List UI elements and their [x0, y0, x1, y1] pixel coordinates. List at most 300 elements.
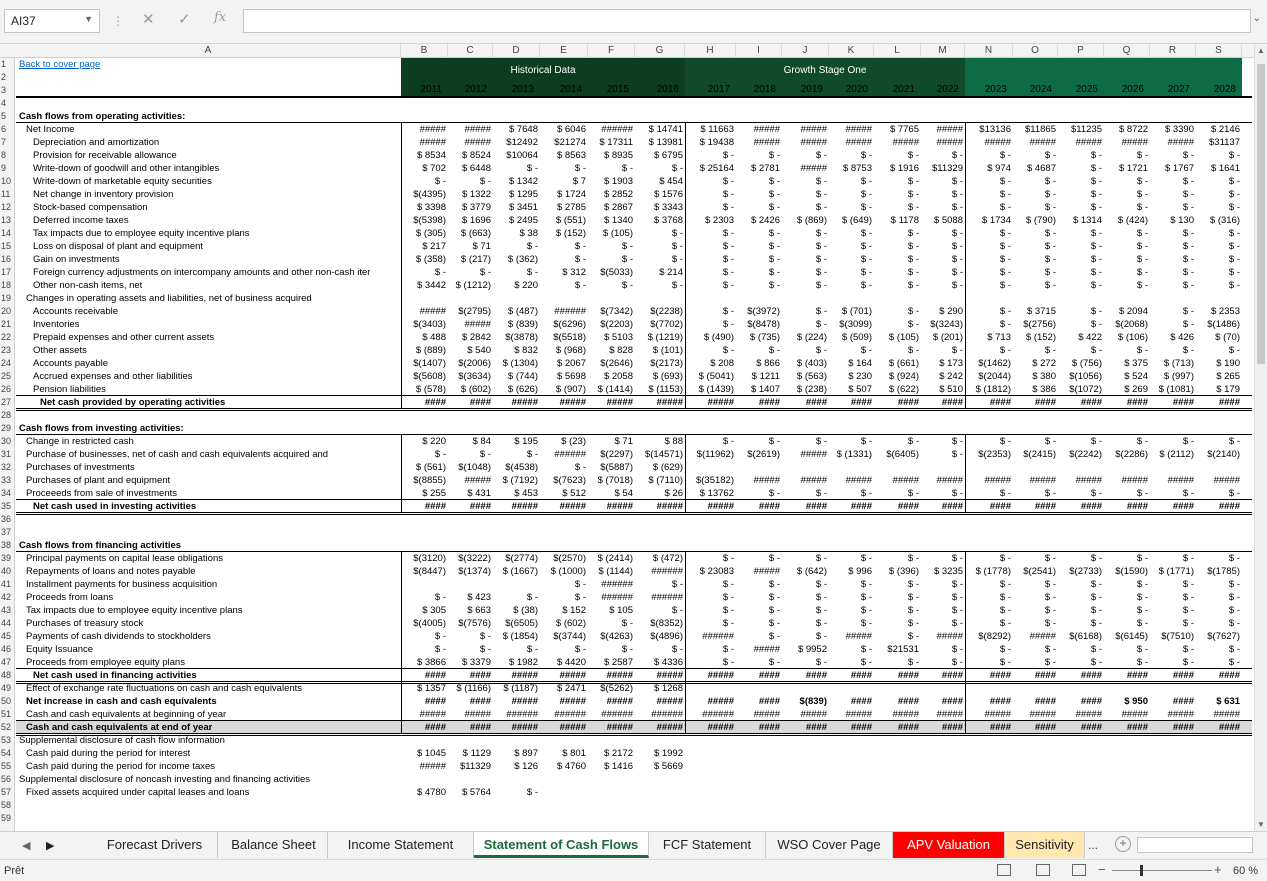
value-cell[interactable]: $ -	[907, 254, 919, 265]
value-cell[interactable]: $ -	[574, 644, 586, 655]
value-cell[interactable]: $ (101)	[652, 345, 683, 356]
value-cell[interactable]: $ -	[1090, 592, 1102, 603]
row-label[interactable]: Cash and cash equivalents at beginning of year	[26, 709, 227, 720]
scroll-thumb[interactable]	[1257, 64, 1265, 364]
value-cell[interactable]: #####	[464, 319, 491, 330]
value-cell[interactable]: $ -	[860, 488, 872, 499]
value-cell[interactable]: $ -	[860, 280, 872, 291]
column-header[interactable]: H	[685, 44, 736, 58]
value-cell[interactable]: $ -	[1182, 345, 1194, 356]
sheet-tab[interactable]: Sensitivity	[1005, 832, 1085, 858]
value-cell[interactable]: #####	[656, 670, 683, 681]
value-cell[interactable]: $ -	[434, 631, 446, 642]
value-cell[interactable]: $ -	[1136, 254, 1148, 265]
value-cell[interactable]: $ -	[1044, 488, 1056, 499]
value-cell[interactable]: $ -	[722, 280, 734, 291]
value-cell[interactable]: $ -	[768, 631, 780, 642]
value-cell[interactable]: $ 71	[472, 241, 491, 252]
value-cell[interactable]: $ -	[1182, 280, 1194, 291]
value-cell[interactable]: #####	[845, 124, 872, 135]
value-cell[interactable]: $ -	[1090, 176, 1102, 187]
value-cell[interactable]: $ 3768	[653, 215, 683, 226]
back-to-cover-link[interactable]: Back to cover page	[19, 59, 101, 70]
value-cell[interactable]: $ 105	[609, 605, 633, 616]
value-cell[interactable]: $ -	[722, 345, 734, 356]
value-cell[interactable]: #####	[1121, 137, 1148, 148]
value-cell[interactable]: $ -	[815, 618, 827, 629]
value-cell[interactable]: $ -	[1182, 605, 1194, 616]
value-cell[interactable]: $ -	[526, 449, 538, 460]
value-cell[interactable]: $ 173	[939, 358, 963, 369]
value-cell[interactable]: $ 828	[609, 345, 633, 356]
value-cell[interactable]: $ (106)	[1117, 332, 1148, 343]
value-cell[interactable]: $ 3390	[1164, 124, 1194, 135]
value-cell[interactable]: $(2795)	[458, 306, 491, 317]
value-cell[interactable]: ######	[651, 709, 683, 720]
row-label[interactable]: Tax impacts due to employee equity incentive plans	[33, 228, 250, 239]
value-cell[interactable]: $ 2471	[556, 683, 586, 694]
value-cell[interactable]: $(2353)	[978, 449, 1011, 460]
zoom-in-icon[interactable]: +	[1214, 862, 1222, 877]
value-cell[interactable]: ####	[989, 670, 1011, 681]
value-cell[interactable]: $ 1129	[462, 748, 491, 759]
row-label[interactable]: Accounts payable	[33, 358, 108, 369]
value-cell[interactable]: $(3744)	[553, 631, 586, 642]
value-cell[interactable]: $ -	[951, 605, 963, 616]
value-cell[interactable]: $ -	[1090, 163, 1102, 174]
column-header[interactable]: J	[782, 44, 829, 58]
value-cell[interactable]: $ -	[479, 631, 491, 642]
value-cell[interactable]: $ -	[999, 280, 1011, 291]
value-cell[interactable]: $ 866	[756, 358, 780, 369]
value-cell[interactable]: ######	[651, 566, 683, 577]
value-cell[interactable]: $ 663	[467, 605, 491, 616]
value-cell[interactable]: $ -	[815, 150, 827, 161]
value-cell[interactable]: ####	[941, 501, 963, 512]
value-cell[interactable]: $ -	[951, 267, 963, 278]
value-cell[interactable]: $ -	[860, 254, 872, 265]
value-cell[interactable]: $ 3379	[461, 657, 491, 668]
row-header[interactable]: 23	[1, 345, 12, 355]
value-cell[interactable]: $ 1314	[1072, 215, 1102, 226]
row-header[interactable]: 8	[1, 150, 7, 160]
column-header[interactable]: O	[1013, 44, 1058, 58]
value-cell[interactable]: $ 510	[939, 384, 963, 395]
value-cell[interactable]: #####	[559, 722, 586, 733]
value-cell[interactable]: #####	[845, 631, 872, 642]
value-cell[interactable]: $ 179	[1216, 384, 1240, 395]
value-cell[interactable]: $ -	[1228, 280, 1240, 291]
value-cell[interactable]: $ -	[1182, 202, 1194, 213]
value-cell[interactable]: $ 8722	[1118, 124, 1148, 135]
value-cell[interactable]: $ -	[574, 280, 586, 291]
value-cell[interactable]: $ (713)	[1163, 358, 1194, 369]
value-cell[interactable]: $ -	[1136, 579, 1148, 590]
value-cell[interactable]: #####	[1167, 709, 1194, 720]
scroll-down-icon[interactable]: ▼	[1257, 820, 1265, 829]
value-cell[interactable]: $ 2172	[603, 748, 633, 759]
value-cell[interactable]: $ -	[526, 644, 538, 655]
value-cell[interactable]: ####	[1126, 722, 1148, 733]
value-cell[interactable]: $ -	[1044, 267, 1056, 278]
row-label[interactable]: Foreign currency adjustments on intercompany amounts and other non-cash iter	[33, 267, 371, 278]
value-cell[interactable]: ####	[758, 722, 780, 733]
value-cell[interactable]: $ -	[815, 306, 827, 317]
value-cell[interactable]: $ -	[722, 176, 734, 187]
value-cell[interactable]: $(2173)	[650, 358, 683, 369]
value-cell[interactable]: $ -	[815, 280, 827, 291]
value-cell[interactable]: ####	[758, 501, 780, 512]
value-cell[interactable]: $ 702	[422, 163, 446, 174]
column-header[interactable]: F	[588, 44, 635, 58]
value-cell[interactable]: $ -	[479, 449, 491, 460]
row-label[interactable]: Principal payments on capital lease obligations	[26, 553, 223, 564]
value-cell[interactable]: $(2297)	[600, 449, 633, 460]
column-header[interactable]: P	[1058, 44, 1104, 58]
value-cell[interactable]: $ -	[951, 657, 963, 668]
value-cell[interactable]: ####	[424, 397, 446, 408]
value-cell[interactable]: $ 3866	[416, 657, 446, 668]
value-cell[interactable]: ####	[850, 501, 872, 512]
value-cell[interactable]: ######	[554, 709, 586, 720]
value-cell[interactable]: $11329	[932, 163, 963, 174]
value-cell[interactable]: $ -	[951, 553, 963, 564]
value-cell[interactable]: $ -	[1136, 189, 1148, 200]
value-cell[interactable]: $ 38	[519, 228, 538, 239]
value-cell[interactable]: $ -	[1182, 436, 1194, 447]
row-label[interactable]: Changes in operating assets and liabilities, net of business acquired	[26, 293, 312, 304]
value-cell[interactable]: $ 54	[614, 488, 633, 499]
row-header[interactable]: 6	[1, 124, 7, 134]
row-header[interactable]: 36	[1, 514, 12, 524]
value-cell[interactable]: $ -	[951, 189, 963, 200]
value-cell[interactable]: $ -	[815, 631, 827, 642]
value-cell[interactable]: $ -	[860, 267, 872, 278]
value-cell[interactable]: ######	[601, 592, 633, 603]
value-cell[interactable]: $ -	[1136, 228, 1148, 239]
value-cell[interactable]: $(2756)	[1023, 319, 1056, 330]
value-cell[interactable]: $ -	[999, 605, 1011, 616]
value-cell[interactable]: $ 265	[1216, 371, 1240, 382]
value-cell[interactable]: $ 631	[1216, 696, 1240, 707]
value-cell[interactable]: $ -	[479, 644, 491, 655]
value-cell[interactable]: #####	[559, 397, 586, 408]
value-cell[interactable]: ####	[1172, 722, 1194, 733]
value-cell[interactable]: $ 217	[422, 241, 446, 252]
value-cell[interactable]: $ -	[999, 657, 1011, 668]
row-header[interactable]: 47	[1, 657, 12, 667]
value-cell[interactable]: ####	[850, 397, 872, 408]
value-cell[interactable]: $ (509)	[841, 332, 872, 343]
value-cell[interactable]: #####	[936, 475, 963, 486]
value-cell[interactable]: $ -	[768, 228, 780, 239]
value-cell[interactable]: #####	[984, 709, 1011, 720]
value-cell[interactable]: ####	[1080, 501, 1102, 512]
value-cell[interactable]: $(11962)	[696, 449, 734, 460]
value-cell[interactable]: $ -	[860, 436, 872, 447]
row-label[interactable]: Deferred income taxes	[33, 215, 129, 226]
enter-icon[interactable]: ✓	[178, 11, 191, 28]
value-cell[interactable]: $ 1903	[603, 176, 633, 187]
value-cell[interactable]: ####	[758, 397, 780, 408]
value-cell[interactable]: $(5518)	[553, 332, 586, 343]
value-cell[interactable]: $ -	[768, 605, 780, 616]
value-cell[interactable]: $ -	[1228, 605, 1240, 616]
row-label[interactable]: Cash and cash equivalents at end of year	[26, 722, 213, 733]
row-label[interactable]: Proceeds from loans	[26, 592, 114, 603]
value-cell[interactable]: $ -	[999, 618, 1011, 629]
value-cell[interactable]: $21274	[554, 137, 586, 148]
value-cell[interactable]: $(2203)	[600, 319, 633, 330]
value-cell[interactable]: $ (238)	[796, 384, 827, 395]
value-cell[interactable]: $ 386	[1032, 384, 1056, 395]
value-cell[interactable]: #####	[511, 722, 538, 733]
value-cell[interactable]: $ 19438	[699, 137, 734, 148]
value-cell[interactable]: $ 5669	[653, 761, 683, 772]
value-cell[interactable]: $(1486)	[1207, 319, 1240, 330]
chevron-down-icon[interactable]: ▼	[84, 14, 93, 24]
value-cell[interactable]: $ (70)	[1215, 332, 1240, 343]
value-cell[interactable]: $ 996	[848, 566, 872, 577]
value-cell[interactable]: #####	[511, 670, 538, 681]
value-cell[interactable]: $ -	[574, 254, 586, 265]
value-cell[interactable]: $ (701)	[841, 306, 872, 317]
sheet-tab[interactable]: Income Statement	[328, 832, 474, 858]
value-cell[interactable]: $11865	[1025, 124, 1056, 135]
value-cell[interactable]: $(14571)	[644, 449, 683, 460]
value-cell[interactable]: #####	[511, 696, 538, 707]
value-cell[interactable]: $ 8534	[416, 150, 446, 161]
value-cell[interactable]: $ -	[907, 618, 919, 629]
value-cell[interactable]: ####	[469, 722, 491, 733]
value-cell[interactable]: ####	[897, 670, 919, 681]
value-cell[interactable]: $ (472)	[652, 553, 683, 564]
value-cell[interactable]: $ (661)	[888, 358, 919, 369]
value-cell[interactable]: $ -	[815, 553, 827, 564]
value-cell[interactable]: $(2044)	[978, 371, 1011, 382]
value-cell[interactable]: $ -	[574, 163, 586, 174]
value-cell[interactable]: $ (924)	[888, 371, 919, 382]
value-cell[interactable]: $(6145)	[1115, 631, 1148, 642]
value-cell[interactable]: ####	[897, 696, 919, 707]
value-cell[interactable]: $(4896)	[650, 631, 683, 642]
value-cell[interactable]: $ -	[1228, 436, 1240, 447]
column-header[interactable]: N	[965, 44, 1013, 58]
value-cell[interactable]: $ -	[1044, 436, 1056, 447]
value-cell[interactable]: $ -	[671, 280, 683, 291]
cancel-icon[interactable]: ✕	[142, 11, 155, 28]
value-cell[interactable]: $ (403)	[796, 358, 827, 369]
value-cell[interactable]: $ -	[671, 254, 683, 265]
value-cell[interactable]: $ -	[621, 644, 633, 655]
value-cell[interactable]: $ -	[768, 436, 780, 447]
value-cell[interactable]: $ -	[860, 618, 872, 629]
value-cell[interactable]: #####	[753, 475, 780, 486]
value-cell[interactable]: #####	[936, 631, 963, 642]
value-cell[interactable]: $(8292)	[978, 631, 1011, 642]
value-cell[interactable]: $ -	[621, 241, 633, 252]
value-cell[interactable]: $ -	[1182, 176, 1194, 187]
value-cell[interactable]: #####	[606, 696, 633, 707]
value-cell[interactable]: $(2006)	[458, 358, 491, 369]
value-cell[interactable]: $(5887)	[600, 462, 633, 473]
value-cell[interactable]: $ -	[722, 605, 734, 616]
value-cell[interactable]: $ 3343	[653, 202, 683, 213]
value-cell[interactable]: $ 220	[422, 436, 446, 447]
value-cell[interactable]: $21531	[887, 644, 919, 655]
row-label[interactable]: Cash flows from investing activities:	[19, 423, 184, 434]
value-cell[interactable]: #####	[984, 475, 1011, 486]
value-cell[interactable]: $ -	[815, 228, 827, 239]
value-cell[interactable]: $(6405)	[886, 449, 919, 460]
value-cell[interactable]: $ 1045	[416, 748, 446, 759]
value-cell[interactable]: $ 1982	[508, 657, 538, 668]
value-cell[interactable]: $ -	[1228, 176, 1240, 187]
value-cell[interactable]: $(2242)	[1069, 449, 1102, 460]
row-header[interactable]: 15	[1, 241, 12, 251]
value-cell[interactable]: $ 512	[562, 488, 586, 499]
row-header[interactable]: 57	[1, 787, 12, 797]
value-cell[interactable]: $ -	[860, 553, 872, 564]
value-cell[interactable]: $ 1342	[508, 176, 538, 187]
value-cell[interactable]: $ -	[999, 176, 1011, 187]
value-cell[interactable]: #####	[892, 137, 919, 148]
zoom-slider[interactable]	[1112, 870, 1212, 871]
value-cell[interactable]: $ -	[671, 579, 683, 590]
value-cell[interactable]: $ -	[768, 345, 780, 356]
value-cell[interactable]: $ -	[1136, 605, 1148, 616]
value-cell[interactable]: ####	[1218, 501, 1240, 512]
value-cell[interactable]: $ 3451	[508, 202, 538, 213]
value-cell[interactable]: $ 524	[1124, 371, 1148, 382]
value-cell[interactable]: $ -	[1136, 657, 1148, 668]
row-label[interactable]: Net change in inventory provision	[33, 189, 174, 200]
value-cell[interactable]: $ -	[951, 202, 963, 213]
expand-formula-bar-icon[interactable]: ⌄	[1252, 13, 1261, 24]
value-cell[interactable]: $ 2785	[556, 202, 586, 213]
value-cell[interactable]: $(4538)	[505, 462, 538, 473]
value-cell[interactable]: $ (1153)	[648, 384, 683, 395]
value-cell[interactable]: $ -	[526, 592, 538, 603]
value-cell[interactable]: $ -	[815, 254, 827, 265]
value-cell[interactable]: $ -	[1228, 254, 1240, 265]
value-cell[interactable]: #####	[419, 137, 446, 148]
value-cell[interactable]: $ (629)	[652, 462, 683, 473]
sheet-tab[interactable]: Statement of Cash Flows	[474, 832, 649, 858]
value-cell[interactable]: $ (642)	[796, 566, 827, 577]
value-cell[interactable]: #####	[707, 670, 734, 681]
row-label[interactable]: Net Income	[26, 124, 75, 135]
value-cell[interactable]: $ -	[815, 436, 827, 447]
row-header[interactable]: 26	[1, 384, 12, 394]
value-cell[interactable]: $ -	[1228, 657, 1240, 668]
value-cell[interactable]: $ 801	[562, 748, 586, 759]
value-cell[interactable]: $ -	[907, 202, 919, 213]
value-cell[interactable]: $ 1641	[1210, 163, 1240, 174]
value-cell[interactable]: $ -	[768, 488, 780, 499]
row-header[interactable]: 29	[1, 423, 12, 433]
value-cell[interactable]: $ -	[999, 150, 1011, 161]
value-cell[interactable]: #####	[936, 124, 963, 135]
value-cell[interactable]: $ (105)	[888, 332, 919, 343]
value-cell[interactable]: $ 488	[422, 332, 446, 343]
value-cell[interactable]: ####	[1218, 722, 1240, 733]
value-cell[interactable]: $ 422	[1078, 332, 1102, 343]
value-cell[interactable]: $ (563)	[796, 371, 827, 382]
zoom-slider-thumb[interactable]	[1140, 865, 1143, 876]
value-cell[interactable]: $ (487)	[507, 306, 538, 317]
value-cell[interactable]: ####	[1126, 670, 1148, 681]
value-cell[interactable]: ####	[897, 397, 919, 408]
row-label[interactable]: Payments of cash dividends to stockholders	[26, 631, 211, 642]
value-cell[interactable]: $ 2842	[461, 332, 491, 343]
value-cell[interactable]: ####	[758, 670, 780, 681]
value-cell[interactable]: $ (5041)	[698, 371, 734, 382]
value-cell[interactable]: ######	[554, 449, 586, 460]
value-cell[interactable]: $ -	[1044, 241, 1056, 252]
row-label[interactable]: Equity Issuance	[26, 644, 94, 655]
value-cell[interactable]: $ 1322	[461, 189, 491, 200]
value-cell[interactable]: $(35182)	[695, 475, 734, 486]
value-cell[interactable]: $ -	[951, 254, 963, 265]
value-cell[interactable]: $ (649)	[841, 215, 872, 226]
value-cell[interactable]: $(2646)	[600, 358, 633, 369]
value-cell[interactable]: ####	[424, 696, 446, 707]
value-cell[interactable]: $ -	[907, 319, 919, 330]
value-cell[interactable]: $ 5103	[603, 332, 633, 343]
value-cell[interactable]: $ 6448	[461, 163, 491, 174]
value-cell[interactable]: $ 3398	[416, 202, 446, 213]
row-header[interactable]: 4	[1, 98, 7, 108]
value-cell[interactable]: $ 540	[467, 345, 491, 356]
value-cell[interactable]: #####	[1075, 137, 1102, 148]
row-header[interactable]: 17	[1, 267, 12, 277]
row-label[interactable]: Net cash provided by operating activities	[40, 397, 226, 408]
value-cell[interactable]: $ (2414)	[597, 553, 633, 564]
sheet-tab[interactable]: WSO Cover Page	[766, 832, 893, 858]
value-cell[interactable]: #####	[800, 124, 827, 135]
row-header[interactable]: 12	[1, 202, 12, 212]
value-cell[interactable]: $ -	[1090, 189, 1102, 200]
value-cell[interactable]: $ 195	[514, 436, 538, 447]
value-cell[interactable]: $ -	[860, 579, 872, 590]
value-cell[interactable]: ######	[601, 709, 633, 720]
value-cell[interactable]: $ -	[1182, 241, 1194, 252]
value-cell[interactable]: $ -	[907, 241, 919, 252]
value-cell[interactable]: $ (578)	[415, 384, 446, 395]
row-header[interactable]: 52	[1, 722, 12, 732]
value-cell[interactable]: $ (1667)	[502, 566, 538, 577]
value-cell[interactable]: ####	[1034, 501, 1056, 512]
value-cell[interactable]: $ (1331)	[836, 449, 872, 460]
value-cell[interactable]: $ 25164	[699, 163, 734, 174]
value-cell[interactable]: $ -	[479, 176, 491, 187]
column-header[interactable]: Q	[1104, 44, 1150, 58]
value-cell[interactable]: $ -	[907, 605, 919, 616]
value-cell[interactable]: $ 71	[614, 436, 633, 447]
value-cell[interactable]: $ 1211	[751, 371, 780, 382]
value-cell[interactable]: $(1407)	[413, 358, 446, 369]
row-label[interactable]: Purchases of investments	[26, 462, 135, 473]
value-cell[interactable]: #####	[656, 397, 683, 408]
value-cell[interactable]: ####	[989, 501, 1011, 512]
value-cell[interactable]: $ -	[1136, 202, 1148, 213]
row-label[interactable]: Net increase in cash and cash equivalents	[26, 696, 217, 707]
value-cell[interactable]: $ -	[722, 228, 734, 239]
value-cell[interactable]: $ -	[907, 657, 919, 668]
row-header[interactable]: 10	[1, 176, 12, 186]
column-header[interactable]: B	[401, 44, 448, 58]
